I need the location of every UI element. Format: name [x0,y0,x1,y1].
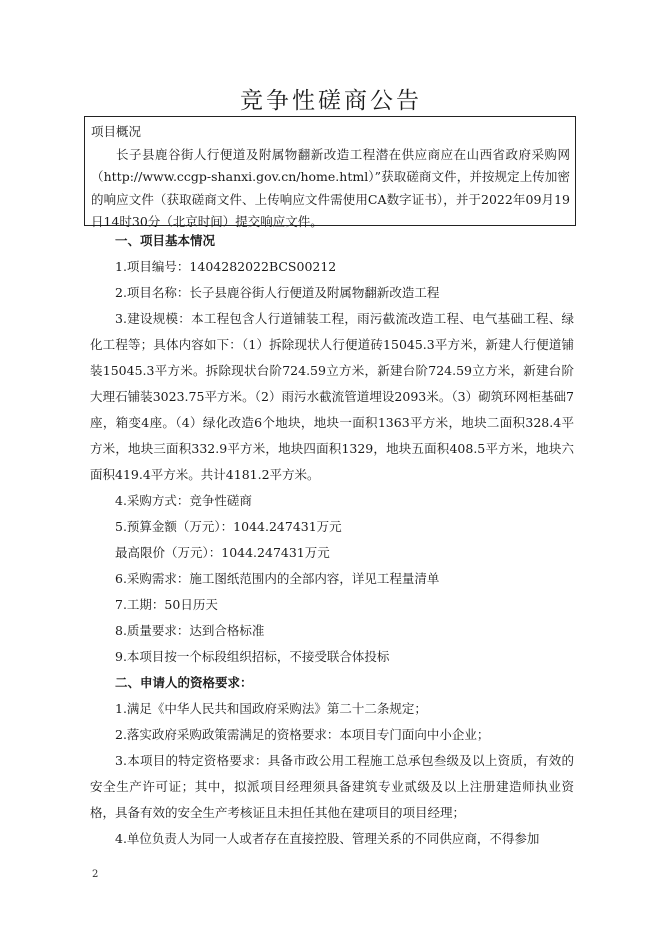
document-body [90,228,574,852]
overview-body: 长子县鹿谷街人行便道及附属物翻新改造工程潜在供应商应在山西省政府采购网（http://www.ccgp-shanxi.gov.cn/home.html）”获取磋商文件，并按规定上传加密的响应文件（获取磋商文件、上传响应文件需使用CA数字证书），并于2022年09月19日14时30分（北京时间）提交响应文件。 [91,146,570,229]
section-2-heading: 二、申请人的资格要求： [115,675,253,690]
section-1-heading: 一、项目基本情况 [115,233,216,248]
project-name: 2.项目名称：长子县鹿谷街人行便道及附属物翻新改造工程 [115,285,440,300]
project-number: 1.项目编号：1404282022BCS00212 [115,259,337,274]
qualification-4: 4.单位负责人为同一人或者存在直接控股、管理关系的不同供应商，不得参加 [115,831,540,846]
price-ceiling: 最高限价（万元）：1044.247431万元 [115,545,330,560]
quality-requirement: 8.质量要求：达到合格标准 [115,623,265,638]
qualification-3: 3.本项目的特定资格要求：具备市政公用工程施工总承包叁级及以上资质，有效的安全生产许可证；其中，拟派项目经理须具备建筑专业贰级及以上注册建造师执业资格，具备有效的安全生产考核证且未担任其他在建项目的项目经理； [90,753,574,820]
construction-period: 7.工期：50日历天 [115,597,218,612]
budget-amount: 5.预算金额（万元）：1044.247431万元 [115,519,342,534]
page-number: 2 [92,869,99,880]
procurement-requirement: 6.采购需求：施工图纸范围内的全部内容，详见工程量清单 [115,571,440,586]
overview-box [84,116,576,229]
page-title: 竞争性磋商公告 [240,88,422,114]
construction-scale: 3.建设规模：本工程包含人行道铺装工程，雨污截流改造工程、电气基础工程、绿化工程等；具体内容如下：（1）拆除现状人行便道砖15045.3平方米，新建人行便道铺装15045.3平方米。拆除现状台阶724.59立方米，新建台阶724.59立方米，新建台阶大理石铺装3023.75平方米。（2）雨污水截流管道埋设2093米。（3）砌筑环网柜基础7座，箱变4座。（4）绿化改造6个地块，地块一面积1363平方米，地块二面积328.4平方米，地块三面积332.9平方米，地块四面积1329，地块五面积408.5平方米，地块六面积419.4平方米。共计4181.2平方米。 [90,311,574,482]
overview-label: 项目概况 [91,124,142,139]
qualification-1: 1.满足《中华人民共和国政府采购法》第二十二条规定； [115,701,427,716]
bid-section-note: 9.本项目按一个标段组织招标，不接受联合体投标 [115,649,390,664]
qualification-2: 2.落实政府采购政策需满足的资格要求：本项目专门面向中小企业； [115,727,490,742]
procurement-method: 4.采购方式：竞争性磋商 [115,493,252,508]
